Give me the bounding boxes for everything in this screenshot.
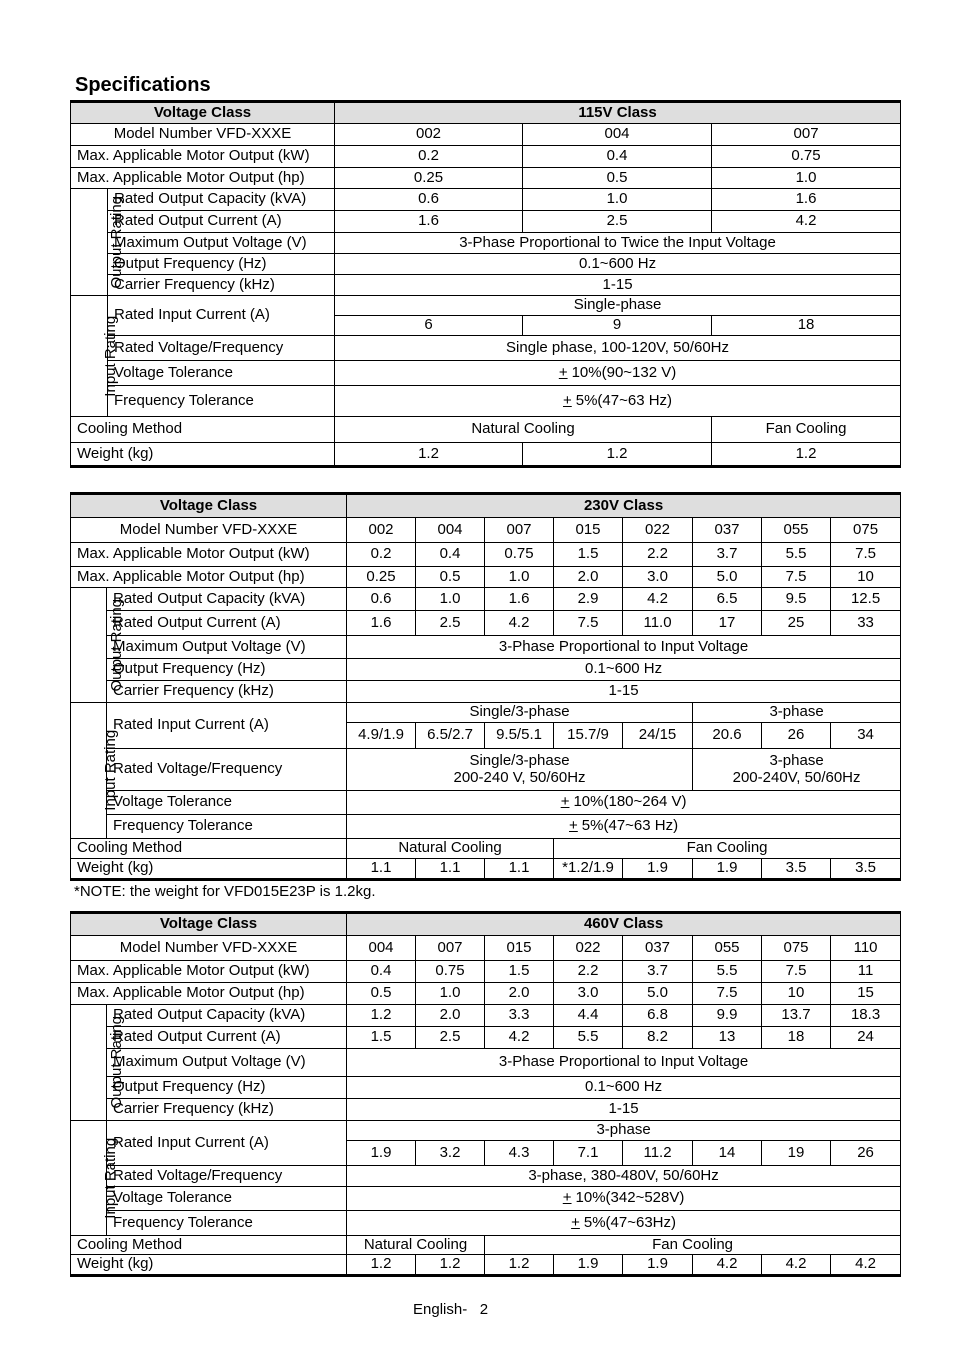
hp-cell: 2.0: [485, 983, 554, 1005]
model-number-label: Model Number VFD-XXXE: [71, 936, 347, 961]
voltage-class-label: Voltage Class: [71, 102, 335, 124]
kva-cell: 0.6: [335, 189, 523, 211]
input-current-cell: 26: [831, 1141, 901, 1166]
weight-label: Weight (kg): [71, 859, 347, 880]
weight-cell: *1.2/1.9: [554, 859, 623, 880]
kw-cell: 7.5: [831, 543, 901, 567]
carrier-frequency-cell: 1-15: [335, 275, 901, 296]
input-phase-cell: Single/3-phase: [347, 703, 693, 723]
cooling-fan-cell: Fan Cooling: [554, 839, 901, 859]
cooling-method-label: Cooling Method: [71, 839, 347, 859]
cooling-natural-cell: Natural Cooling: [335, 417, 712, 443]
rated-input-current-label: Rated Input Current (A): [107, 1121, 347, 1166]
current-cell: 18: [762, 1027, 831, 1049]
kw-cell: 0.4: [416, 543, 485, 567]
current-cell: 11.0: [623, 611, 693, 636]
kva-cell: 9.5: [762, 588, 831, 611]
max-motor-hp-label: Max. Applicable Motor Output (hp): [71, 983, 347, 1005]
current-cell: 1.6: [335, 211, 523, 233]
model-cell: 007: [712, 124, 901, 146]
current-cell: 4.2: [712, 211, 901, 233]
frequency-tolerance-cell: + 5%(47~63Hz): [347, 1211, 901, 1236]
max-motor-hp-label: Max. Applicable Motor Output (hp): [71, 168, 335, 189]
weight-cell: 1.2: [523, 443, 712, 467]
plus-minus-icon: +: [569, 817, 578, 835]
weight-cell: 1.9: [554, 1255, 623, 1276]
input-rating-label: Input Rating: [71, 296, 108, 417]
model-cell: 037: [623, 936, 693, 961]
cooling-method-label: Cooling Method: [71, 1236, 347, 1255]
max-motor-kw-label: Max. Applicable Motor Output (kW): [71, 961, 347, 983]
output-rating-label: Output Rating: [71, 189, 108, 296]
page-number: 2: [479, 1301, 489, 1318]
voltage-tolerance-cell: + 10%(90~132 V): [335, 361, 901, 386]
kw-cell: 0.2: [335, 146, 523, 168]
output-rating-label: Output Rating: [71, 1005, 107, 1121]
voltage-tolerance-cell: + 10%(180~264 V): [347, 791, 901, 815]
page-footer: [413, 1301, 488, 1318]
input-current-cell: 15.7/9: [554, 723, 623, 749]
kw-cell: 11: [831, 961, 901, 983]
input-current-cell: 20.6: [693, 723, 762, 749]
hp-cell: 2.0: [554, 567, 623, 588]
hp-cell: 1.0: [712, 168, 901, 189]
cooling-natural-cell: Natural Cooling: [347, 1236, 485, 1255]
weight-cell: 1.1: [485, 859, 554, 880]
rated-output-current-label: Rated Output Current (A): [108, 211, 335, 233]
model-cell: 004: [416, 518, 485, 543]
hp-cell: 0.25: [347, 567, 416, 588]
footer-language: English-: [413, 1301, 468, 1318]
model-cell: 015: [485, 936, 554, 961]
current-cell: 8.2: [623, 1027, 693, 1049]
plus-minus-icon: +: [562, 391, 572, 409]
kva-cell: 2.0: [416, 1005, 485, 1027]
max-voltage-cell: 3-Phase Proportional to Input Voltage: [347, 1049, 901, 1077]
hp-cell: 15: [831, 983, 901, 1005]
voltage-class-label: Voltage Class: [71, 913, 347, 936]
weight-cell: 1.9: [623, 1255, 693, 1276]
max-voltage-cell: 3-Phase Proportional to Twice the Input Voltage: [335, 233, 901, 254]
voltage-class-value: 460V Class: [347, 913, 901, 936]
current-cell: 17: [693, 611, 762, 636]
carrier-frequency-label: Carrier Frequency (kHz): [108, 275, 335, 296]
weight-cell: 1.2: [485, 1255, 554, 1276]
rated-output-capacity-label: Rated Output Capacity (kVA): [107, 1005, 347, 1027]
weight-cell: 1.1: [416, 859, 485, 880]
max-motor-kw-label: Max. Applicable Motor Output (kW): [71, 146, 335, 168]
input-rating-label: Input Rating: [71, 1121, 107, 1236]
kw-cell: 3.7: [693, 543, 762, 567]
rated-voltage-frequency-label: Rated Voltage/Frequency: [107, 749, 347, 791]
current-cell: 2.5: [523, 211, 712, 233]
input-phase-cell: Single-phase: [335, 296, 901, 316]
kva-cell: 1.6: [485, 588, 554, 611]
frequency-tolerance-label: Frequency Tolerance: [107, 815, 347, 839]
carrier-frequency-label: Carrier Frequency (kHz): [107, 681, 347, 703]
rated-output-capacity-label: Rated Output Capacity (kVA): [108, 189, 335, 211]
input-current-cell: 9.5/5.1: [485, 723, 554, 749]
kva-cell: 4.2: [623, 588, 693, 611]
kw-cell: 0.4: [347, 961, 416, 983]
output-frequency-cell: 0.1~600 Hz: [347, 659, 901, 681]
current-cell: 5.5: [554, 1027, 623, 1049]
input-current-cell: 4.3: [485, 1141, 554, 1166]
current-cell: 25: [762, 611, 831, 636]
weight-cell: 1.9: [623, 859, 693, 880]
kva-cell: 1.0: [523, 189, 712, 211]
plus-minus-icon: +: [560, 793, 570, 811]
max-voltage-cell: 3-Phase Proportional to Input Voltage: [347, 636, 901, 659]
output-frequency-label: Output Frequency (Hz): [107, 659, 347, 681]
current-cell: 1.5: [347, 1027, 416, 1049]
maximum-output-voltage-label: Maximum Output Voltage (V): [107, 636, 347, 659]
cooling-method-label: Cooling Method: [71, 417, 335, 443]
hp-cell: 0.5: [347, 983, 416, 1005]
model-cell: 007: [416, 936, 485, 961]
kva-cell: 18.3: [831, 1005, 901, 1027]
weight-label: Weight (kg): [71, 443, 335, 467]
weight-cell: 1.2: [347, 1255, 416, 1276]
kva-cell: 4.4: [554, 1005, 623, 1027]
current-cell: 4.2: [485, 611, 554, 636]
plus-minus-icon: +: [562, 1189, 572, 1207]
hp-cell: 10: [762, 983, 831, 1005]
input-current-cell: 34: [831, 723, 901, 749]
input-current-cell: 6.5/2.7: [416, 723, 485, 749]
voltage-tolerance-label: Voltage Tolerance: [107, 1187, 347, 1211]
model-cell: 022: [554, 936, 623, 961]
model-cell: 110: [831, 936, 901, 961]
weight-label: Weight (kg): [71, 1255, 347, 1276]
kw-cell: 5.5: [762, 543, 831, 567]
kva-cell: 1.0: [416, 588, 485, 611]
weight-cell: 1.9: [693, 859, 762, 880]
plus-minus-icon: +: [558, 363, 568, 381]
hp-cell: 3.0: [623, 567, 693, 588]
hp-cell: 5.0: [623, 983, 693, 1005]
model-cell: 075: [831, 518, 901, 543]
hp-cell: 5.0: [693, 567, 762, 588]
hp-cell: 7.5: [693, 983, 762, 1005]
input-current-cell: 7.1: [554, 1141, 623, 1166]
current-cell: 4.2: [485, 1027, 554, 1049]
rated-vf-cell: Single/3-phase 200-240 V, 50/60Hz: [347, 749, 693, 791]
spec-table-230v: [70, 492, 901, 881]
input-current-cell: 18: [712, 316, 901, 336]
cooling-fan-cell: Fan Cooling: [485, 1236, 901, 1255]
input-current-cell: 1.9: [347, 1141, 416, 1166]
rated-output-capacity-label: Rated Output Capacity (kVA): [107, 588, 347, 611]
kva-cell: 6.8: [623, 1005, 693, 1027]
rated-vf-cell: Single phase, 100-120V, 50/60Hz: [335, 336, 901, 361]
hp-cell: 0.25: [335, 168, 523, 189]
kva-cell: 9.9: [693, 1005, 762, 1027]
hp-cell: 0.5: [416, 567, 485, 588]
max-motor-hp-label: Max. Applicable Motor Output (hp): [71, 567, 347, 588]
kw-cell: 5.5: [693, 961, 762, 983]
kw-cell: 0.2: [347, 543, 416, 567]
kva-cell: 13.7: [762, 1005, 831, 1027]
voltage-tolerance-cell: + 10%(342~528V): [347, 1187, 901, 1211]
model-cell: 075: [762, 936, 831, 961]
input-current-cell: 14: [693, 1141, 762, 1166]
current-cell: 24: [831, 1027, 901, 1049]
input-current-cell: 3.2: [416, 1141, 485, 1166]
weight-cell: 1.2: [335, 443, 523, 467]
kw-cell: 1.5: [554, 543, 623, 567]
kva-cell: 1.6: [712, 189, 901, 211]
rated-output-current-label: Rated Output Current (A): [107, 1027, 347, 1049]
current-cell: 2.5: [416, 1027, 485, 1049]
output-rating-label: Output Rating: [71, 588, 107, 703]
input-current-cell: 26: [762, 723, 831, 749]
kva-cell: 0.6: [347, 588, 416, 611]
kva-cell: 3.3: [485, 1005, 554, 1027]
maximum-output-voltage-label: Maximum Output Voltage (V): [108, 233, 335, 254]
current-cell: 1.6: [347, 611, 416, 636]
maximum-output-voltage-label: Maximum Output Voltage (V): [107, 1049, 347, 1077]
hp-cell: 1.0: [416, 983, 485, 1005]
model-cell: 007: [485, 518, 554, 543]
kva-cell: 1.2: [347, 1005, 416, 1027]
voltage-class-label: Voltage Class: [71, 494, 347, 518]
input-current-cell: 24/15: [623, 723, 693, 749]
model-number-label: Model Number VFD-XXXE: [71, 518, 347, 543]
rated-voltage-frequency-label: Rated Voltage/Frequency: [108, 336, 335, 361]
spec-table-115v: [70, 100, 901, 468]
kw-cell: 0.75: [485, 543, 554, 567]
input-rating-label: Input Rating: [71, 703, 107, 839]
kva-cell: 12.5: [831, 588, 901, 611]
hp-cell: 7.5: [762, 567, 831, 588]
model-cell: 055: [762, 518, 831, 543]
current-cell: 2.5: [416, 611, 485, 636]
current-cell: 33: [831, 611, 901, 636]
voltage-tolerance-label: Voltage Tolerance: [107, 791, 347, 815]
input-phase-cell: 3-phase: [693, 703, 901, 723]
weight-cell: 1.2: [712, 443, 901, 467]
kw-cell: 1.5: [485, 961, 554, 983]
frequency-tolerance-label: Frequency Tolerance: [108, 386, 335, 417]
frequency-tolerance-cell: + 5%(47~63 Hz): [347, 815, 901, 839]
rated-input-current-label: Rated Input Current (A): [107, 703, 347, 749]
input-current-cell: 19: [762, 1141, 831, 1166]
carrier-frequency-cell: 1-15: [347, 681, 901, 703]
model-cell: 002: [347, 518, 416, 543]
output-frequency-label: Output Frequency (Hz): [108, 254, 335, 275]
weight-cell: 3.5: [762, 859, 831, 880]
weight-cell: 1.1: [347, 859, 416, 880]
weight-cell: 1.2: [416, 1255, 485, 1276]
voltage-class-value: 115V Class: [335, 102, 901, 124]
weight-cell: 4.2: [762, 1255, 831, 1276]
kw-cell: 0.75: [712, 146, 901, 168]
rated-input-current-label: Rated Input Current (A): [108, 296, 335, 336]
weight-note: *NOTE: the weight for VFD015E23P is 1.2kg.: [74, 883, 376, 900]
kva-cell: 2.9: [554, 588, 623, 611]
input-current-cell: 6: [335, 316, 523, 336]
spec-table-460v: [70, 911, 901, 1277]
model-cell: 004: [523, 124, 712, 146]
current-cell: 7.5: [554, 611, 623, 636]
plus-minus-icon: +: [571, 1213, 580, 1231]
kva-cell: 6.5: [693, 588, 762, 611]
weight-cell: 3.5: [831, 859, 901, 880]
rated-output-current-label: Rated Output Current (A): [107, 611, 347, 636]
model-cell: 015: [554, 518, 623, 543]
model-cell: 004: [347, 936, 416, 961]
current-cell: 13: [693, 1027, 762, 1049]
weight-cell: 4.2: [693, 1255, 762, 1276]
kw-cell: 3.7: [623, 961, 693, 983]
hp-cell: 3.0: [554, 983, 623, 1005]
kw-cell: 7.5: [762, 961, 831, 983]
carrier-frequency-label: Carrier Frequency (kHz): [107, 1099, 347, 1121]
kw-cell: 2.2: [554, 961, 623, 983]
rated-voltage-frequency-label: Rated Voltage/Frequency: [107, 1166, 347, 1187]
weight-cell: 4.2: [831, 1255, 901, 1276]
model-cell: 037: [693, 518, 762, 543]
hp-cell: 0.5: [523, 168, 712, 189]
input-current-cell: 11.2: [623, 1141, 693, 1166]
carrier-frequency-cell: 1-15: [347, 1099, 901, 1121]
kw-cell: 0.75: [416, 961, 485, 983]
input-current-cell: 9: [523, 316, 712, 336]
voltage-class-value: 230V Class: [347, 494, 901, 518]
rated-vf-cell: 3-phase, 380-480V, 50/60Hz: [347, 1166, 901, 1187]
cooling-natural-cell: Natural Cooling: [347, 839, 554, 859]
model-cell: 055: [693, 936, 762, 961]
kw-cell: 0.4: [523, 146, 712, 168]
model-number-label: Model Number VFD-XXXE: [71, 124, 335, 146]
frequency-tolerance-cell: + 5%(47~63 Hz): [335, 386, 901, 417]
rated-vf-cell: 3-phase 200-240V, 50/60Hz: [693, 749, 901, 791]
input-phase-cell: 3-phase: [347, 1121, 901, 1141]
output-frequency-cell: 0.1~600 Hz: [335, 254, 901, 275]
model-cell: 002: [335, 124, 523, 146]
model-cell: 022: [623, 518, 693, 543]
hp-cell: 10: [831, 567, 901, 588]
voltage-tolerance-label: Voltage Tolerance: [108, 361, 335, 386]
frequency-tolerance-label: Frequency Tolerance: [107, 1211, 347, 1236]
page-title: Specifications: [75, 74, 211, 96]
cooling-fan-cell: Fan Cooling: [712, 417, 901, 443]
output-frequency-cell: 0.1~600 Hz: [347, 1077, 901, 1099]
output-frequency-label: Output Frequency (Hz): [107, 1077, 347, 1099]
max-motor-kw-label: Max. Applicable Motor Output (kW): [71, 543, 347, 567]
kw-cell: 2.2: [623, 543, 693, 567]
input-current-cell: 4.9/1.9: [347, 723, 416, 749]
hp-cell: 1.0: [485, 567, 554, 588]
